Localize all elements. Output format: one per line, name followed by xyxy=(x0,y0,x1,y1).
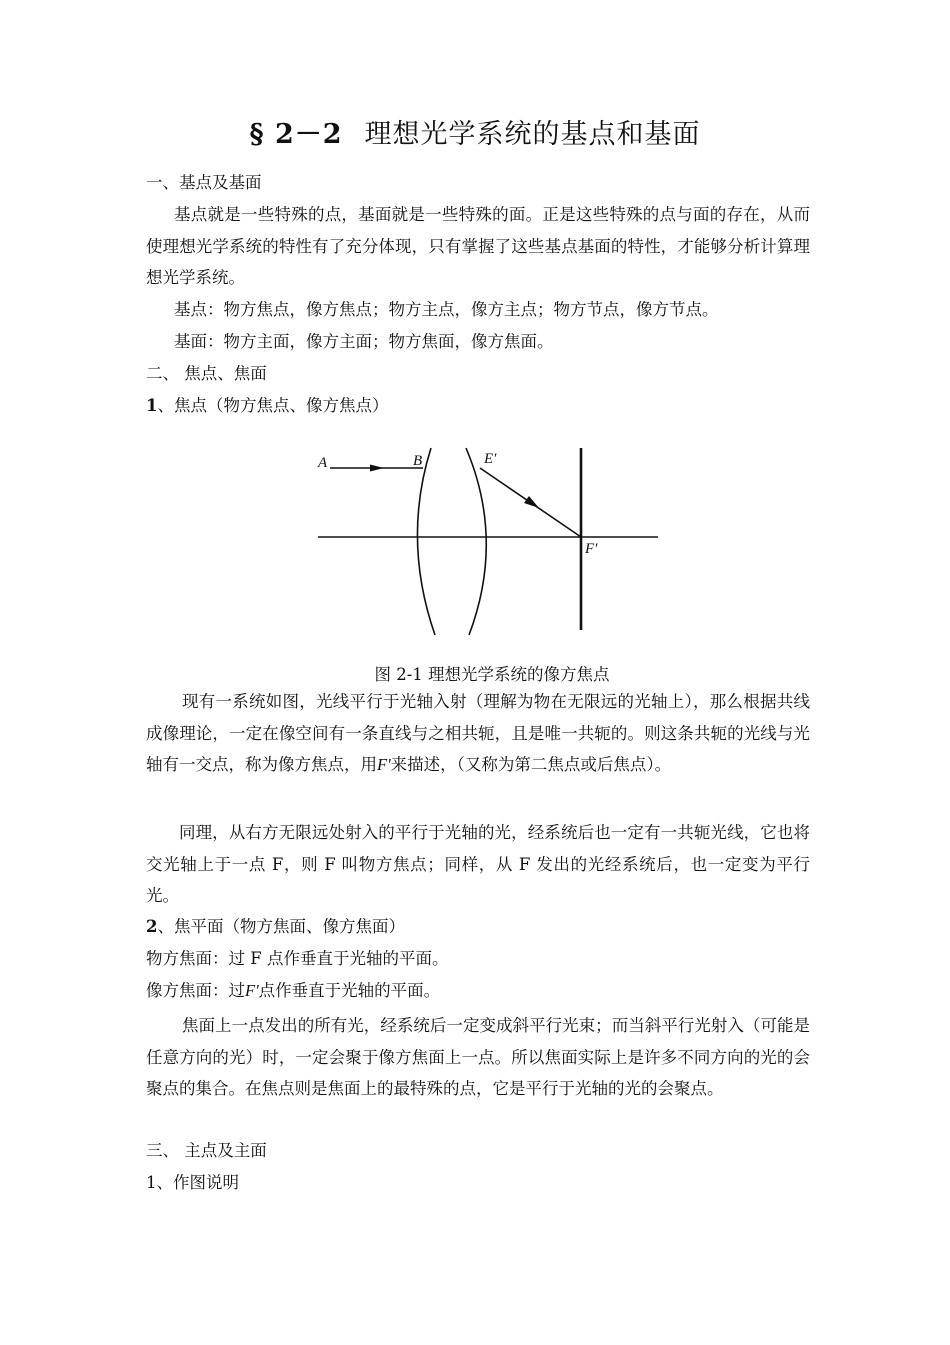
text-part: 点作垂直于光轴的平面。 xyxy=(258,981,441,1000)
subheading-focal-plane xyxy=(146,917,816,937)
paragraph-image-focus xyxy=(146,686,810,781)
label-B: B xyxy=(413,453,423,469)
heading-principal: 三、 主点及主面 xyxy=(146,1141,267,1160)
paragraph-focal-plane: 焦面上一点发出的所有光，经系统后一定变成斜平行光束；而当斜平行光射入（可能是任意方向的光）时，一定会聚于像方焦面上一点。所以焦面实际上是许多不同方向的光的会聚点的集合。在焦点则是焦面上的最特殊的点，它是平行于光轴的光的会聚点。 xyxy=(146,1016,810,1098)
figure-image-focal-point xyxy=(310,440,660,640)
lens-front-surface xyxy=(417,448,435,635)
label-E-prime: E′ xyxy=(484,451,497,467)
incident-ray-arrow xyxy=(370,465,384,472)
heading-focal: 二、 焦点、焦面 xyxy=(146,364,267,383)
image-focal-plane-def xyxy=(146,981,816,1001)
symbol-F-prime: F' xyxy=(377,755,391,774)
subheading-drawing: 1、作图说明 xyxy=(146,1173,239,1192)
label-A: A xyxy=(318,455,328,471)
figure-caption: 图 2-1 理想光学系统的像方焦点 xyxy=(374,665,610,684)
refracted-ray-arrow xyxy=(524,496,539,508)
text-part: 现有一系统如图，光线平行于光轴入射（理解为物在无限远的光轴上），那么根据共线成像理论，一定在像空间有一条直线与之相共轭，且是唯一共轭的。则这条共轭的光线与光轴有一交点，称为像方焦点，用 xyxy=(146,692,810,774)
paragraph-intro: 基点就是一些特殊的点，基面就是一些特殊的面。正是这些特殊的点与面的存在，从而使理想光学系统的特性有了充分体现，只有掌握了这些基点基面的特性，才能够分析计算理想光学系统。 xyxy=(146,205,810,287)
subheading-focal-point xyxy=(146,396,816,416)
subheading-text: 、焦平面（物方焦面、像方焦面） xyxy=(157,917,405,936)
subheading-number: 1 xyxy=(146,396,158,415)
subheading-number: 2 xyxy=(146,917,158,936)
heading-basic-points: 一、基点及基面 xyxy=(146,173,262,192)
paragraph-object-focus: 同理，从右方无限远处射入的平行于光轴的光，经系统后也一定有一共轭光线，它也将交光轴上于一点 F，则 F 叫物方焦点；同样，从 F 发出的光经系统后，也一定变为平行光。 xyxy=(146,823,810,905)
object-focal-plane-def: 物方焦面：过 F 点作垂直于光轴的平面。 xyxy=(146,949,449,968)
text-part: 来描述，（又称为第二焦点或后焦点）。 xyxy=(390,755,672,774)
basic-points-list: 基点：物方焦点，像方焦点；物方主点，像方主点；物方节点，像方节点。 xyxy=(174,300,719,319)
text-part: 像方焦面：过 xyxy=(146,981,245,1000)
symbol-F-prime: F' xyxy=(245,981,259,1000)
lens-back-surface xyxy=(466,448,486,635)
basic-planes-list: 基面：物方主面，像方主面；物方焦面，像方焦面。 xyxy=(174,332,554,351)
title-text: 理想光学系统的基点和基面 xyxy=(364,119,701,150)
label-F-prime: F′ xyxy=(585,541,598,557)
section-number: § 2－2 xyxy=(249,119,343,150)
subheading-text: 、焦点（物方焦点、像方焦点） xyxy=(157,396,389,415)
page-title xyxy=(0,112,950,151)
